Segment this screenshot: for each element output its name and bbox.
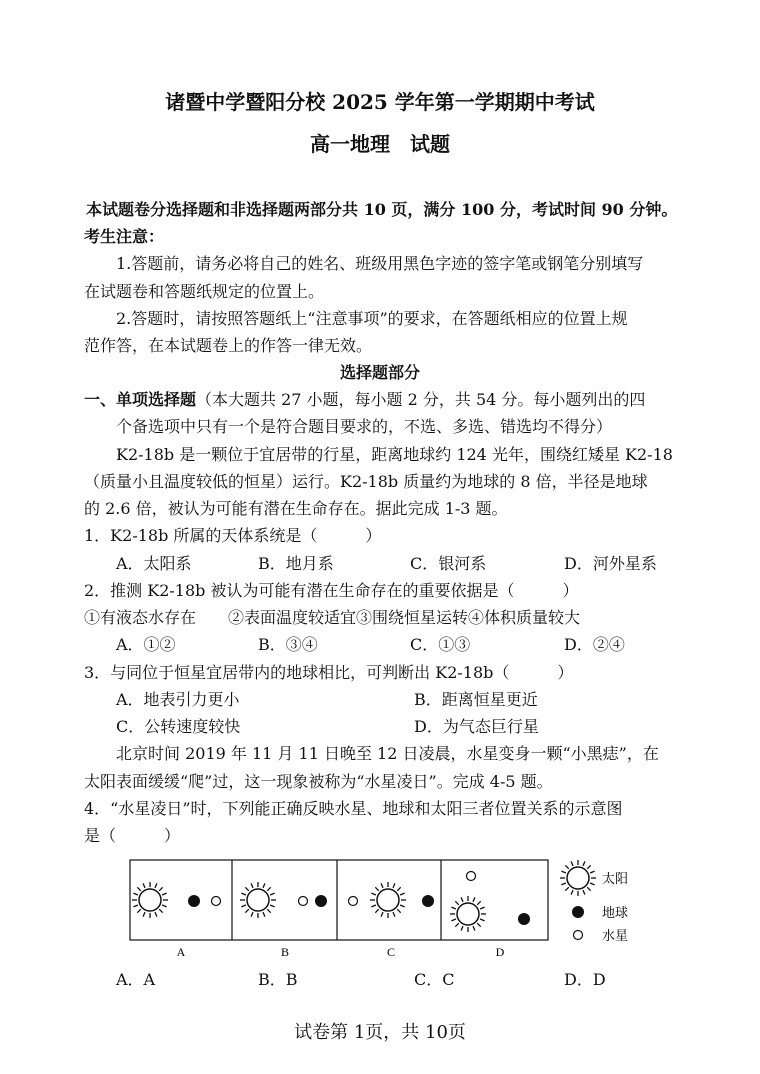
part1-heading bbox=[84, 387, 645, 410]
q2-option-d: D．②④ bbox=[564, 635, 625, 654]
part1-desc-2: 个备选项中只有一个是符合题目要求的，不选、多选、错选均不得分） bbox=[116, 417, 613, 436]
q2-option-c: C．①③ bbox=[410, 635, 471, 654]
q1-option-a: A．太阳系 bbox=[116, 554, 192, 573]
q3-option-c: C．公转速度较快 bbox=[116, 717, 241, 736]
q2-stem: 2．推测 K2-18b 被认为可能有潜在生命存在的重要依据是（ ） bbox=[84, 581, 579, 600]
exam-info: 本试题卷分选择题和非选择题两部分共 10 页，满分 100 分，考试时间 90 分钟。 bbox=[86, 200, 678, 219]
earth-icon bbox=[518, 913, 530, 925]
q4-option-d: D．D bbox=[564, 970, 606, 989]
legend-mercury-icon bbox=[574, 931, 583, 940]
passage1-line2: （质量小且温度较低的恒星）运行。K2-18b 质量约为地球的 8 倍，半径是地球 bbox=[84, 472, 648, 491]
panel-d bbox=[450, 872, 530, 933]
earth-icon bbox=[315, 895, 327, 907]
transit-diagram bbox=[128, 858, 648, 968]
passage1-line3: 的 2.6 倍，被认为可能有潜在生命存在。据此完成 1-3 题。 bbox=[84, 499, 508, 518]
sun-icon bbox=[240, 882, 276, 918]
page-footer: 试卷第 1页，共 10页 bbox=[294, 1022, 466, 1043]
mercury-icon bbox=[467, 872, 476, 881]
panel-c bbox=[349, 882, 435, 918]
sun-icon bbox=[132, 882, 168, 918]
panel-label-d: D bbox=[495, 945, 505, 959]
q3-option-d: D．为气态巨行星 bbox=[414, 717, 539, 736]
q3-option-b: B．距离恒星更近 bbox=[414, 690, 538, 709]
section-title: 选择题部分 bbox=[339, 363, 420, 382]
q1-option-b: B．地月系 bbox=[258, 554, 334, 573]
mercury-icon bbox=[349, 897, 358, 906]
notice-1b: 在试题卷和答题纸规定的位置上。 bbox=[84, 282, 325, 301]
notice-2a: 2.答题时，请按照答题纸上“注意事项”的要求，在答题纸相应的位置上规 bbox=[116, 309, 628, 328]
q4-option-b: B．B bbox=[258, 970, 298, 989]
q4-stem-1: 4．“水星凌日”时，下列能正确反映水星、地球和太阳三者位置关系的示意图 bbox=[84, 799, 623, 818]
panel-label-a: A bbox=[176, 945, 186, 959]
passage2-line1: 北京时间 2019 年 11 月 11 日晚至 12 日凌晨，水星变身一颗“小黑痣”，在 bbox=[116, 744, 659, 763]
page-title: 诸暨中学暨阳分校 2025 学年第一学期期中考试 bbox=[165, 90, 595, 114]
sun-icon bbox=[370, 882, 406, 918]
sun-icon bbox=[450, 896, 486, 932]
q3-stem: 3．与同位于恒星宜居带内的地球相比，可判断出 K2-18b（ ） bbox=[84, 663, 574, 682]
earth-icon bbox=[188, 895, 200, 907]
q4-option-c: C．C bbox=[414, 970, 455, 989]
earth-icon bbox=[422, 895, 434, 907]
notice-2b: 范作答，在本试题卷上的作答一律无效。 bbox=[84, 336, 373, 355]
legend-sun-icon bbox=[560, 860, 596, 896]
legend bbox=[560, 860, 628, 944]
q4-stem-2: 是（ ） bbox=[84, 826, 181, 845]
legend-earth-label: 地球 bbox=[602, 906, 629, 921]
q2-items: ①有液态水存在 ②表面温度较适宜③围绕恒星运转④体积质量较大 bbox=[84, 608, 581, 627]
passage2-line2: 太阳表面缓缓“爬”过，这一现象被称为“水星凌日”。完成 4-5 题。 bbox=[84, 772, 553, 791]
legend-earth-icon bbox=[572, 906, 584, 918]
passage1-line1: K2-18b 是一颗位于宜居带的行星，距离地球约 124 光年，围绕红矮星 K2-18 bbox=[116, 445, 673, 464]
legend-sun-label: 太阳 bbox=[602, 872, 629, 887]
q1-option-d: D．河外星系 bbox=[564, 554, 657, 573]
panel-b bbox=[240, 882, 327, 918]
part1-desc: （本大题共 27 小题，每小题 2 分，共 54 分。每小题列出的四 bbox=[196, 390, 646, 409]
q3-option-a: A．地表引力更小 bbox=[116, 690, 240, 709]
q1-option-c: C．银河系 bbox=[410, 554, 487, 573]
notice-title: 考生注意： bbox=[84, 227, 165, 246]
mercury-icon bbox=[212, 897, 221, 906]
q4-option-a: A．A bbox=[116, 970, 156, 989]
panel-label-b: B bbox=[280, 945, 290, 959]
q2-option-b: B．③④ bbox=[258, 635, 318, 654]
q1-stem: 1．K2-18b 所属的天体系统是（ ） bbox=[84, 526, 382, 545]
page-subtitle: 高一地理 试题 bbox=[310, 132, 450, 156]
notice-1a: 1.答题前，请务必将自己的姓名、班级用黑色字迹的签字笔或钢笔分别填写 bbox=[116, 254, 644, 273]
panel-label-c: C bbox=[386, 945, 396, 959]
legend-mercury-label: 水星 bbox=[602, 929, 629, 944]
mercury-icon bbox=[299, 897, 308, 906]
part1-label: 一、单项选择题 bbox=[84, 390, 197, 409]
panel-a bbox=[132, 882, 221, 918]
q2-option-a: A．①② bbox=[116, 635, 176, 654]
